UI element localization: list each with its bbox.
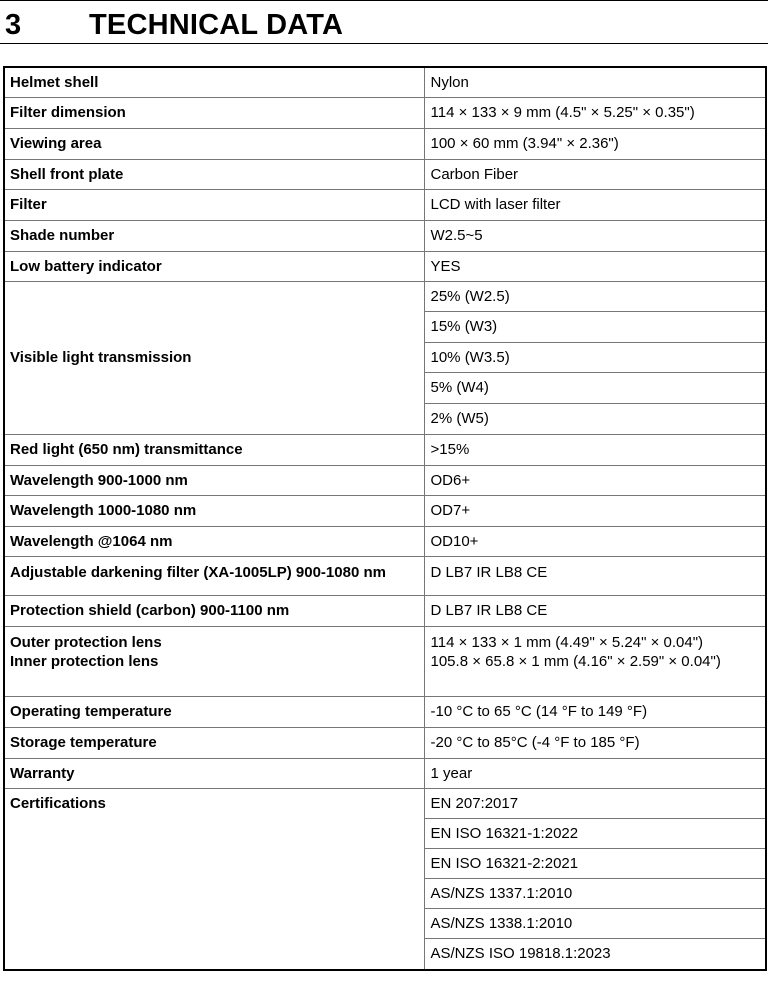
table-row — [4, 189, 766, 220]
table-row — [4, 697, 766, 728]
spec-value: >15% — [424, 435, 766, 466]
table-row — [4, 627, 766, 697]
list-item: EN ISO 16321-2:2021 — [425, 849, 766, 879]
spec-label: Shell front plate — [4, 159, 424, 189]
spec-label: Outer protection lens — [10, 634, 162, 652]
table-row — [4, 728, 766, 759]
spec-label: Shade number — [4, 220, 424, 251]
spec-value: D LB7 IR LB8 CE — [424, 596, 766, 627]
spec-label-group — [4, 627, 424, 697]
spec-value: YES — [424, 251, 766, 281]
table-row — [4, 97, 766, 128]
list-item: AS/NZS 1338.1:2010 — [425, 909, 766, 939]
section-heading — [0, 0, 768, 44]
spec-label: Wavelength @1064 nm — [4, 527, 424, 557]
spec-value-list — [424, 281, 766, 435]
spec-value-group — [424, 627, 766, 697]
table-row — [4, 281, 766, 435]
spec-value: Carbon Fiber — [424, 159, 766, 189]
spec-label: Low battery indicator — [4, 251, 424, 281]
table-row — [4, 496, 766, 527]
spec-label: Certifications — [4, 789, 424, 971]
spec-value: OD7+ — [424, 496, 766, 527]
spec-value: -10 °C to 65 °C (14 °F to 149 °F) — [424, 697, 766, 728]
list-item: 15% (W3) — [425, 312, 766, 343]
table-row — [4, 759, 766, 789]
spec-label: Filter dimension — [4, 97, 424, 128]
spec-label: Inner protection lens — [10, 653, 159, 671]
list-item: 25% (W2.5) — [425, 282, 766, 313]
spec-value: 100 × 60 mm (3.94" × 2.36") — [424, 128, 766, 159]
spec-value-list — [424, 789, 766, 971]
spec-label: Storage temperature — [4, 728, 424, 759]
list-item: 2% (W5) — [430, 409, 489, 427]
list-item: 5% (W4) — [425, 373, 766, 404]
spec-value: OD10+ — [424, 527, 766, 557]
spec-label: Helmet shell — [4, 67, 424, 97]
section-title: TECHNICAL DATA — [89, 9, 344, 41]
spec-value: 105.8 × 65.8 × 1 mm (4.16" × 2.59" × 0.04") — [430, 653, 721, 671]
list-item: AS/NZS 1337.1:2010 — [425, 879, 766, 909]
table-row — [4, 435, 766, 466]
section-number: 3 — [5, 9, 22, 41]
table-row — [4, 128, 766, 159]
table-row — [4, 251, 766, 281]
spec-label: Wavelength 900-1000 nm — [4, 466, 424, 496]
spec-value: Nylon — [424, 67, 766, 97]
table-row — [4, 67, 766, 97]
spec-label: Protection shield (carbon) 900-1100 nm — [4, 596, 424, 627]
spec-label: Adjustable darkening filter (XA-1005LP) 900-1080 nm — [4, 557, 424, 596]
spec-value: -20 °C to 85°C (-4 °F to 185 °F) — [424, 728, 766, 759]
spec-value: LCD with laser filter — [424, 189, 766, 220]
spec-label: Wavelength 1000-1080 nm — [4, 496, 424, 527]
spec-value: 114 × 133 × 9 mm (4.5" × 5.25" × 0.35") — [424, 97, 766, 128]
technical-data-table — [3, 66, 767, 971]
table-row — [4, 789, 766, 971]
spec-label: Filter — [4, 189, 424, 220]
table-row — [4, 466, 766, 496]
table-row — [4, 527, 766, 557]
spec-label: Viewing area — [4, 128, 424, 159]
list-item: 10% (W3.5) — [425, 343, 766, 374]
spec-value: 114 × 133 × 1 mm (4.49" × 5.24" × 0.04") — [430, 634, 704, 652]
list-item: EN ISO 16321-1:2022 — [425, 819, 766, 849]
list-item: EN 207:2017 — [425, 789, 766, 819]
table-row — [4, 596, 766, 627]
table-row — [4, 557, 766, 596]
spec-label: Operating temperature — [4, 697, 424, 728]
table-row — [4, 159, 766, 189]
spec-value: OD6+ — [424, 466, 766, 496]
spec-value: 1 year — [424, 759, 766, 789]
table-row — [4, 220, 766, 251]
spec-label: Warranty — [4, 759, 424, 789]
list-item: AS/NZS ISO 19818.1:2023 — [430, 945, 611, 963]
spec-value: W2.5~5 — [424, 220, 766, 251]
spec-value: D LB7 IR LB8 CE — [424, 557, 766, 596]
spec-label: Red light (650 nm) transmittance — [4, 435, 424, 466]
spec-label: Visible light transmission — [4, 281, 424, 435]
